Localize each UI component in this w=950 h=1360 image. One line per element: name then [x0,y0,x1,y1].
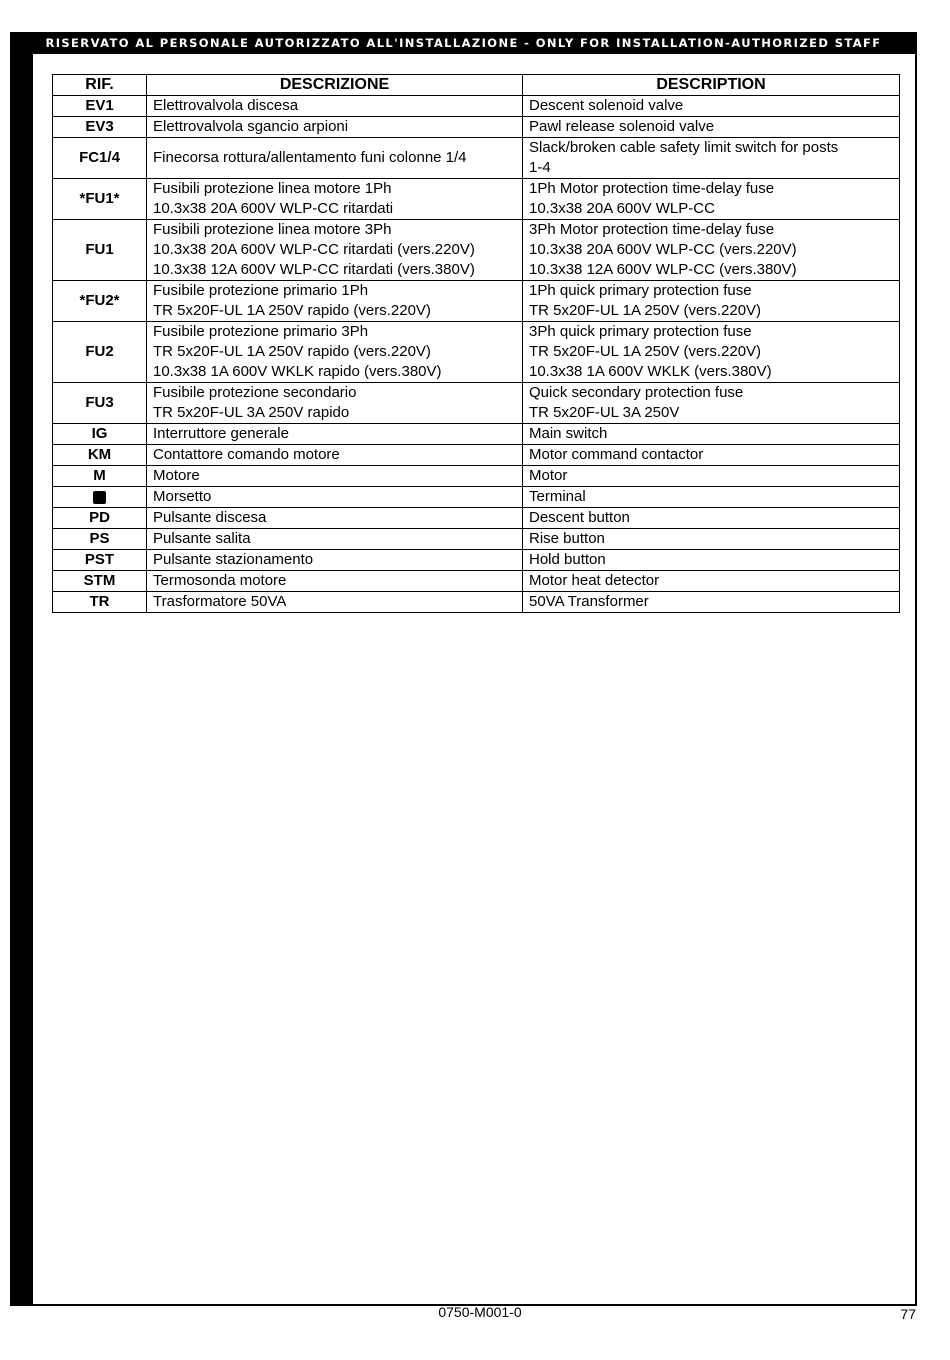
description-cell [523,138,900,179]
cell-line: 50VA Transformer [529,593,649,610]
cell-line: Motor heat detector [529,572,660,589]
cell-line: 1Ph quick primary protection fuse [529,282,752,299]
cell-line: 10.3x38 12A 600V WLP-CC (vers.380V) [529,261,797,278]
table-row [53,508,900,529]
descrizione-cell [147,466,523,487]
descrizione-cell [147,571,523,592]
side-bar [10,54,33,1306]
cell-line: Main switch [529,425,608,442]
ref-cell: FU1 [53,220,147,281]
descrizione-cell [147,550,523,571]
cell-line: Finecorsa rottura/allentamento funi colonne 1/4 [153,149,467,166]
header-description: DESCRIPTION [523,75,900,96]
descrizione-cell [147,487,523,508]
ref-cell: TR [53,592,147,613]
table-row [53,322,900,383]
cell-line: 10.3x38 1A 600V WKLK rapido (vers.380V) [153,363,442,380]
header-ref: RIF. [53,75,147,96]
description-cell [523,550,900,571]
cell-line: Pulsante salita [153,530,251,547]
cell-line: TR 5x20F-UL 3A 250V rapido [153,404,350,421]
cell-line: Motor [529,467,568,484]
table-row [53,445,900,466]
description-cell [523,571,900,592]
table-row [53,571,900,592]
ref-cell: PST [53,550,147,571]
description-cell [523,96,900,117]
ref-cell: FC1/4 [53,138,147,179]
description-cell [523,424,900,445]
cell-line: Descent solenoid valve [529,97,684,114]
cell-line: Fusibile protezione secondario [153,384,357,401]
cell-line: 1-4 [529,159,551,176]
table-row [53,550,900,571]
descrizione-cell [147,138,523,179]
cell-line: TR 5x20F-UL 3A 250V [529,404,680,421]
table-row [53,138,900,179]
descrizione-cell [147,96,523,117]
cell-line: 1Ph Motor protection time-delay fuse [529,180,775,197]
table-header-row [53,75,900,96]
ref-cell: *FU2* [53,281,147,322]
ref-cell: IG [53,424,147,445]
descrizione-cell [147,445,523,466]
cell-line: TR 5x20F-UL 1A 250V rapido (vers.220V) [153,302,431,319]
ref-cell: EV1 [53,96,147,117]
descrizione-cell [147,592,523,613]
ref-cell: EV3 [53,117,147,138]
descrizione-cell [147,383,523,424]
ref-cell: FU3 [53,383,147,424]
ref-cell: *FU1* [53,179,147,220]
cell-line: 10.3x38 1A 600V WKLK (vers.380V) [529,363,772,380]
descrizione-cell [147,117,523,138]
cell-line: Termosonda motore [153,572,287,589]
table-row [53,117,900,138]
ref-cell: KM [53,445,147,466]
cell-line: 10.3x38 20A 600V WLP-CC ritardati (vers.220V) [153,241,475,258]
cell-line: Fusibile protezione primario 1Ph [153,282,369,299]
description-cell [523,466,900,487]
ref-cell: STM [53,571,147,592]
description-cell [523,445,900,466]
cell-line: 10.3x38 20A 600V WLP-CC (vers.220V) [529,241,797,258]
descrizione-cell [147,424,523,445]
description-cell [523,487,900,508]
description-cell [523,592,900,613]
description-cell [523,117,900,138]
table-body [53,96,900,613]
table-row [53,220,900,281]
description-cell [523,220,900,281]
page-number: 77 [900,1306,916,1322]
table-row [53,383,900,424]
table-row [53,529,900,550]
descrizione-cell [147,529,523,550]
cell-line: Fusibile protezione primario 3Ph [153,323,369,340]
legend-table [52,74,900,613]
description-cell [523,322,900,383]
cell-line: 10.3x38 12A 600V WLP-CC ritardati (vers.380V) [153,261,475,278]
cell-line: Morsetto [153,488,212,505]
cell-line: 10.3x38 20A 600V WLP-CC ritardati [153,200,394,217]
table-row [53,466,900,487]
description-cell [523,508,900,529]
table-row [53,424,900,445]
description-cell [523,281,900,322]
cell-line: Contattore comando motore [153,446,340,463]
description-cell [523,179,900,220]
table-row [53,592,900,613]
ref-cell: PS [53,529,147,550]
cell-line: Slack/broken cable safety limit switch for posts [529,139,839,156]
terminal-square-icon [93,491,106,504]
cell-line: Interruttore generale [153,425,289,442]
ref-cell: M [53,466,147,487]
cell-line: Pulsante discesa [153,509,267,526]
description-cell [523,383,900,424]
table-row [53,487,900,508]
ref-cell: PD [53,508,147,529]
cell-line: Descent button [529,509,630,526]
cell-line: Hold button [529,551,606,568]
cell-line: Pawl release solenoid valve [529,118,715,135]
cell-line: TR 5x20F-UL 1A 250V rapido (vers.220V) [153,343,431,360]
header-descrizione: DESCRIZIONE [147,75,523,96]
ref-cell: FU2 [53,322,147,383]
ref-cell [53,487,147,508]
description-cell [523,529,900,550]
cell-line: Pulsante stazionamento [153,551,314,568]
table-row [53,179,900,220]
descrizione-cell [147,179,523,220]
cell-line: Motore [153,467,200,484]
cell-line: Trasformatore 50VA [153,593,287,610]
cell-line: Fusibili protezione linea motore 3Ph [153,221,392,238]
cell-line: TR 5x20F-UL 1A 250V (vers.220V) [529,302,762,319]
descrizione-cell [147,508,523,529]
frame-right-border [915,54,917,1306]
table-row [53,281,900,322]
header-banner: RISERVATO AL PERSONALE AUTORIZZATO ALL'INSTALLAZIONE - ONLY FOR INSTALLATION-AUTHORIZED STAFF [10,32,917,54]
cell-line: 10.3x38 20A 600V WLP-CC [529,200,715,217]
cell-line: TR 5x20F-UL 1A 250V (vers.220V) [529,343,762,360]
cell-line: Terminal [529,488,586,505]
cell-line: Elettrovalvola discesa [153,97,299,114]
cell-line: 3Ph Motor protection time-delay fuse [529,221,775,238]
doc-code: 0750-M001-0 [438,1304,522,1320]
cell-line: Motor command contactor [529,446,704,463]
table-row [53,96,900,117]
descrizione-cell [147,281,523,322]
descrizione-cell [147,220,523,281]
cell-line: Elettrovalvola sgancio arpioni [153,118,349,135]
cell-line: Rise button [529,530,605,547]
cell-line: 3Ph quick primary protection fuse [529,323,752,340]
cell-line: Quick secondary protection fuse [529,384,744,401]
descrizione-cell [147,322,523,383]
cell-line: Fusibili protezione linea motore 1Ph [153,180,392,197]
